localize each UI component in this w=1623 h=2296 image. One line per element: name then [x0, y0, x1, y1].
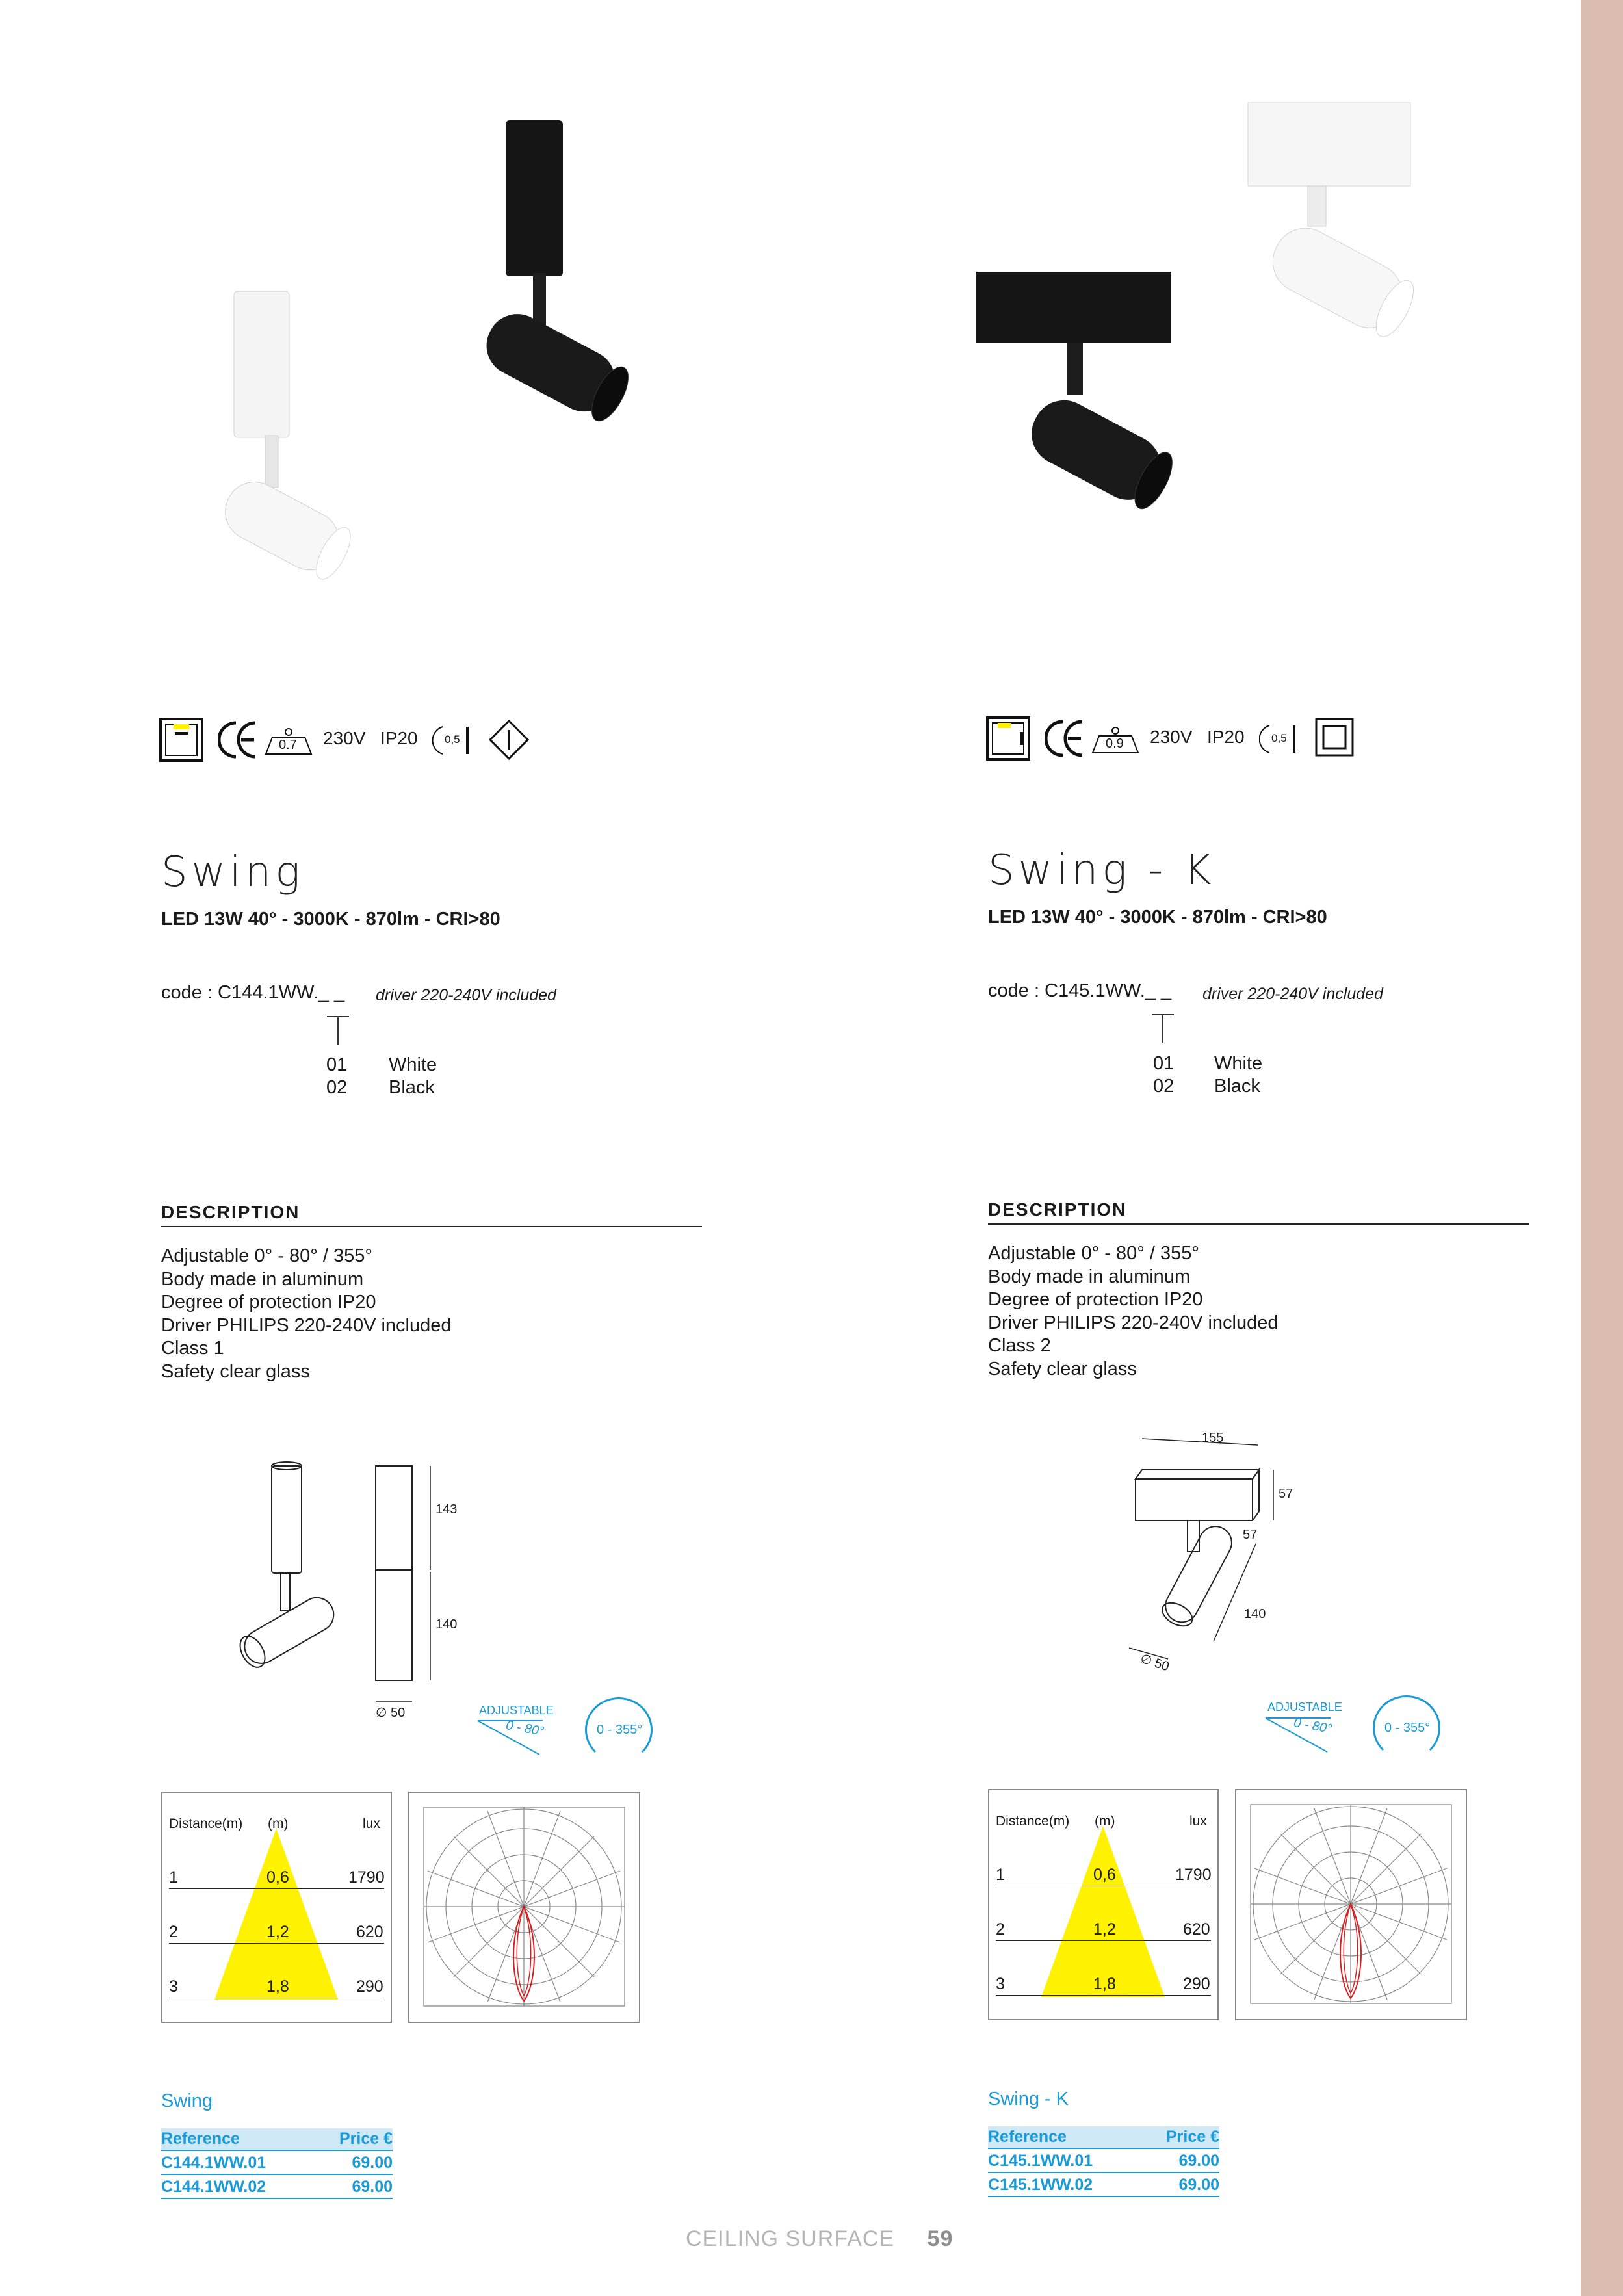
- distance-value: 0,5: [1271, 732, 1287, 744]
- price-table-title: Swing - K: [988, 2089, 1069, 2109]
- row-line: [169, 1888, 384, 1889]
- row-distance: 2: [996, 1920, 1005, 1938]
- distance-icon: [432, 724, 471, 757]
- row-lux: 1790: [1175, 1866, 1212, 1884]
- page-footer: [686, 2226, 953, 2252]
- option-number: 02: [326, 1077, 348, 1098]
- ce-mark-icon: [218, 719, 258, 761]
- page-number: 59: [927, 2226, 954, 2251]
- option-number: 01: [1153, 1053, 1175, 1074]
- distance-value: 0,5: [445, 733, 460, 746]
- price-cell: 69.00: [315, 2150, 393, 2174]
- price-cell: 69.00: [315, 2174, 393, 2198]
- row-lux: 1790: [348, 1868, 385, 1886]
- header-price: Price €: [1141, 2126, 1219, 2148]
- weight-value: 0.9: [1106, 737, 1124, 751]
- description-item: Class 1: [161, 1338, 224, 1359]
- header-reference: Reference: [161, 2128, 315, 2150]
- price-cell: 69.00: [1141, 2148, 1219, 2172]
- polar-curve: [409, 1793, 639, 2022]
- table-row: [988, 2148, 1219, 2172]
- description-item: Class 2: [988, 1335, 1051, 1356]
- code-connector-stem: [1162, 1014, 1163, 1043]
- col-header-distance: Distance(m): [996, 1814, 1070, 1829]
- row-line: [996, 1995, 1211, 1996]
- product-specs: LED 13W 40° - 3000K - 870lm - CRI>80: [161, 909, 500, 930]
- description-heading: DESCRIPTION: [161, 1202, 300, 1222]
- description-item: Degree of protection IP20: [988, 1289, 1203, 1310]
- product-code: code : C145.1WW._ _: [988, 980, 1172, 1001]
- price-table: [988, 2126, 1219, 2197]
- option-color: Black: [389, 1077, 435, 1098]
- weight-icon: [1090, 727, 1141, 755]
- col-header-distance: Distance(m): [169, 1816, 243, 1831]
- table-row: [161, 2150, 393, 2174]
- row-distance: 3: [996, 1975, 1005, 1993]
- technical-drawing: [221, 1456, 481, 1729]
- option-number: 01: [326, 1054, 348, 1075]
- divider: [988, 1223, 1529, 1225]
- price-cell: 69.00: [1141, 2172, 1219, 2197]
- row-diameter: 0,6: [266, 1868, 289, 1886]
- dimension-label: 143: [435, 1502, 458, 1517]
- product-photo-swing: [195, 111, 663, 605]
- option-color: White: [1214, 1053, 1263, 1074]
- polar-diagram: [408, 1792, 640, 2023]
- surface-mount-icon: [159, 718, 203, 762]
- table-row: [161, 2174, 393, 2198]
- dimension-label: 155: [1202, 1431, 1224, 1445]
- price-table-title: Swing: [161, 2091, 213, 2111]
- rotation-range: 0 - 355°: [1384, 1721, 1431, 1735]
- description-item: Safety clear glass: [988, 1358, 1137, 1379]
- voltage-label: 230V: [323, 728, 366, 748]
- product-code: code : C144.1WW._ _: [161, 982, 345, 1003]
- description-item: Driver PHILIPS 220-240V included: [988, 1312, 1279, 1333]
- technical-drawing: [1123, 1427, 1318, 1687]
- dimension-label: 140: [1244, 1607, 1266, 1621]
- reference-cell: C144.1WW.01: [161, 2150, 315, 2174]
- description-item: Adjustable 0° - 80° / 355°: [161, 1246, 372, 1266]
- description-item: Driver PHILIPS 220-240V included: [161, 1314, 452, 1336]
- row-lux: 290: [1183, 1975, 1210, 1993]
- col-header-m: (m): [268, 1816, 289, 1831]
- header-price: Price €: [315, 2128, 393, 2150]
- option-color: White: [389, 1054, 437, 1075]
- row-line: [169, 1943, 384, 1944]
- adjustable-label: ADJUSTABLE: [1267, 1701, 1342, 1714]
- description-item: Adjustable 0° - 80° / 355°: [988, 1243, 1199, 1264]
- tilt-range: 0 - 80°: [1292, 1715, 1333, 1736]
- product-title: Swing: [161, 848, 304, 896]
- row-lux: 290: [356, 1977, 383, 1996]
- dimension-label: 57: [1279, 1487, 1293, 1501]
- row-lux: 620: [356, 1923, 383, 1941]
- ip-rating-label: IP20: [1207, 727, 1245, 747]
- row-distance: 3: [169, 1977, 178, 1996]
- certification-icons: [159, 715, 562, 767]
- driver-note: driver 220-240V included: [376, 986, 556, 1004]
- product-photo-swing-k: [976, 98, 1444, 540]
- price-table: [161, 2128, 393, 2199]
- product-column-swing-k: [827, 0, 1542, 2296]
- row-distance: 2: [169, 1923, 178, 1941]
- ip-rating-label: IP20: [380, 728, 418, 748]
- row-distance: 1: [169, 1868, 178, 1886]
- polar-diagram: [1235, 1789, 1467, 2020]
- row-diameter: 1,8: [266, 1977, 289, 1996]
- table-row: [988, 2172, 1219, 2197]
- option-color: Black: [1214, 1076, 1260, 1097]
- description-item: Safety clear glass: [161, 1361, 310, 1382]
- description-item: Body made in aluminum: [161, 1268, 364, 1290]
- adjustable-label: ADJUSTABLE: [479, 1704, 554, 1717]
- driver-note: driver 220-240V included: [1202, 985, 1383, 1003]
- dimension-label: 140: [435, 1617, 458, 1632]
- class-1-icon: [488, 719, 530, 761]
- row-line: [996, 1940, 1211, 1941]
- row-diameter: 1,8: [1093, 1975, 1116, 1993]
- header-reference: Reference: [988, 2126, 1141, 2148]
- ce-mark-icon: [1045, 718, 1085, 759]
- distance-icon: [1259, 723, 1298, 755]
- description-heading: DESCRIPTION: [988, 1199, 1127, 1220]
- code-connector-stem: [337, 1016, 339, 1045]
- divider: [161, 1226, 702, 1227]
- track-mount-icon: [986, 716, 1030, 761]
- reference-cell: C145.1WW.01: [988, 2148, 1141, 2172]
- tilt-range: 0 - 80°: [504, 1718, 545, 1739]
- product-title: Swing - K: [988, 846, 1215, 894]
- reference-cell: C144.1WW.02: [161, 2174, 315, 2198]
- weight-icon: [263, 728, 314, 757]
- reference-cell: C145.1WW.02: [988, 2172, 1141, 2197]
- description-item: Degree of protection IP20: [161, 1292, 376, 1312]
- polar-curve: [1236, 1790, 1466, 2019]
- col-header-lux: lux: [1189, 1814, 1207, 1829]
- page-side-band: [1581, 0, 1623, 2296]
- product-specs: LED 13W 40° - 3000K - 870lm - CRI>80: [988, 907, 1327, 928]
- table-header-row: [988, 2126, 1219, 2148]
- dimension-label: ∅ 50: [1138, 1651, 1171, 1675]
- section-name: CEILING SURFACE: [686, 2226, 895, 2251]
- voltage-label: 230V: [1150, 727, 1193, 747]
- class-2-icon: [1315, 718, 1354, 757]
- col-header-lux: lux: [363, 1816, 380, 1831]
- description-list: [161, 1245, 452, 1383]
- row-diameter: 0,6: [1093, 1866, 1116, 1884]
- description-list: [988, 1242, 1279, 1381]
- photometry-table: [988, 1789, 1219, 2020]
- rotation-range: 0 - 355°: [597, 1723, 643, 1737]
- certification-icons: [986, 714, 1389, 766]
- col-header-m: (m): [1095, 1814, 1115, 1829]
- photometry-table: [161, 1792, 392, 2023]
- description-item: Body made in aluminum: [988, 1266, 1191, 1287]
- row-distance: 1: [996, 1866, 1005, 1884]
- row-lux: 620: [1183, 1920, 1210, 1938]
- weight-value: 0.7: [279, 738, 297, 752]
- dimension-label: 57: [1243, 1528, 1258, 1542]
- dimension-label: ∅ 50: [376, 1706, 406, 1720]
- option-number: 02: [1153, 1076, 1175, 1097]
- table-header-row: [161, 2128, 393, 2150]
- product-column-swing: [0, 0, 715, 2296]
- row-diameter: 1,2: [1093, 1920, 1116, 1938]
- row-diameter: 1,2: [266, 1923, 289, 1941]
